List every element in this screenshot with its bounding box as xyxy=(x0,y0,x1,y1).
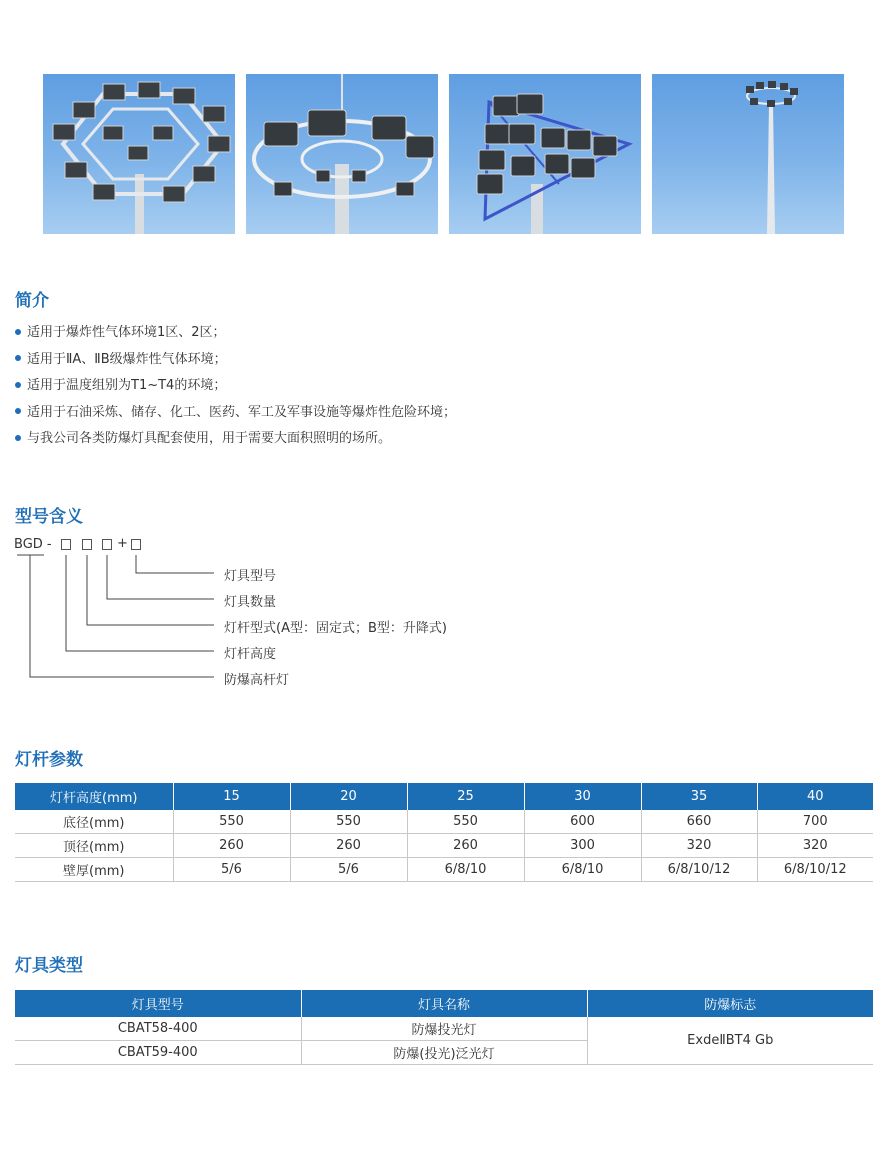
model-title: 型号含义 xyxy=(15,507,83,527)
table-row xyxy=(15,858,873,882)
table-cell: 550 xyxy=(173,810,290,834)
table-cell: 顶径(mm) xyxy=(15,834,173,858)
table-cell: 6/8/10 xyxy=(407,858,524,882)
table-header-row xyxy=(15,990,873,1017)
table-header-row xyxy=(15,783,873,810)
table-cell: 6/8/10/12 xyxy=(757,858,873,882)
intro-title: 简介 xyxy=(15,291,49,311)
table-header-cell: 灯具型号 xyxy=(15,990,301,1017)
intro-list xyxy=(15,320,456,453)
table-header-cell: 20 xyxy=(290,783,407,810)
model-slot-box xyxy=(61,539,71,550)
table-cell: 260 xyxy=(173,834,290,858)
photo-row xyxy=(43,74,845,234)
table-cell: 600 xyxy=(524,810,641,834)
table-cell: 6/8/10/12 xyxy=(641,858,757,882)
circle-floodlight-photo xyxy=(246,74,438,234)
model-slot-box xyxy=(102,539,112,550)
table-header-cell: 30 xyxy=(524,783,641,810)
pole-table xyxy=(15,783,873,882)
model-diagram xyxy=(0,535,480,695)
table-cell: 320 xyxy=(641,834,757,858)
list-item: 适用于温度组别为T1~T4的环境； xyxy=(15,373,456,400)
model-label: 防爆高杆灯 xyxy=(224,673,290,688)
bullet-dot-icon xyxy=(15,382,21,388)
table-cell: 260 xyxy=(290,834,407,858)
table-cell: CBAT58-400 xyxy=(15,1017,301,1041)
ring-floodlight-photo xyxy=(43,74,235,234)
model-label: 灯具数量 xyxy=(224,595,277,610)
model-plus: + xyxy=(117,536,128,551)
model-slot-box xyxy=(131,539,141,550)
table-header-cell: 防爆标志 xyxy=(587,990,873,1017)
triangle-floodlight-photo xyxy=(449,74,641,234)
bullet-dot-icon xyxy=(15,355,21,361)
table-cell: 260 xyxy=(407,834,524,858)
table-header-cell: 15 xyxy=(173,783,290,810)
table-cell: 6/8/10 xyxy=(524,858,641,882)
high-mast-photo xyxy=(652,74,844,234)
list-item: 适用于石油采炼、储存、化工、医药、军工及军事设施等爆炸性危险环境； xyxy=(15,400,456,427)
table-cell: 550 xyxy=(407,810,524,834)
model-prefix: BGD - xyxy=(14,537,52,552)
model-label: 灯具型号 xyxy=(224,569,277,584)
table-cell: 660 xyxy=(641,810,757,834)
bullet-dot-icon xyxy=(15,435,21,441)
table-cell: 5/6 xyxy=(290,858,407,882)
pole-title: 灯杆参数 xyxy=(15,750,83,770)
list-item: 与我公司各类防爆灯具配套使用，用于需要大面积照明的场所。 xyxy=(15,426,456,453)
table-cell: 300 xyxy=(524,834,641,858)
table-cell: 700 xyxy=(757,810,873,834)
table-cell: 防爆(投光)泛光灯 xyxy=(301,1041,587,1065)
table-header-cell: 25 xyxy=(407,783,524,810)
table-cell-mark: ExdeⅡBT4 Gb xyxy=(587,1017,873,1065)
lamp-title: 灯具类型 xyxy=(15,956,83,976)
list-item: 适用于爆炸性气体环境1区、2区； xyxy=(15,320,456,347)
table-cell: 320 xyxy=(757,834,873,858)
table-header-cell: 灯杆高度(mm) xyxy=(15,783,173,810)
table-row xyxy=(15,834,873,858)
table-cell: 壁厚(mm) xyxy=(15,858,173,882)
model-slot-box xyxy=(82,539,92,550)
table-row xyxy=(15,810,873,834)
table-header-cell: 35 xyxy=(641,783,757,810)
model-label: 灯杆型式(A型：固定式；B型：升降式) xyxy=(224,621,447,636)
table-cell: 5/6 xyxy=(173,858,290,882)
lamp-table xyxy=(15,990,873,1065)
table-row xyxy=(15,1017,873,1041)
list-item: 适用于ⅡA、ⅡB级爆炸性气体环境； xyxy=(15,347,456,374)
bullet-dot-icon xyxy=(15,329,21,335)
model-label: 灯杆高度 xyxy=(224,647,277,662)
table-header-cell: 灯具名称 xyxy=(301,990,587,1017)
table-cell: CBAT59-400 xyxy=(15,1041,301,1065)
table-header-cell: 40 xyxy=(757,783,873,810)
table-cell: 底径(mm) xyxy=(15,810,173,834)
table-cell: 550 xyxy=(290,810,407,834)
bullet-dot-icon xyxy=(15,408,21,414)
table-cell: 防爆投光灯 xyxy=(301,1017,587,1041)
